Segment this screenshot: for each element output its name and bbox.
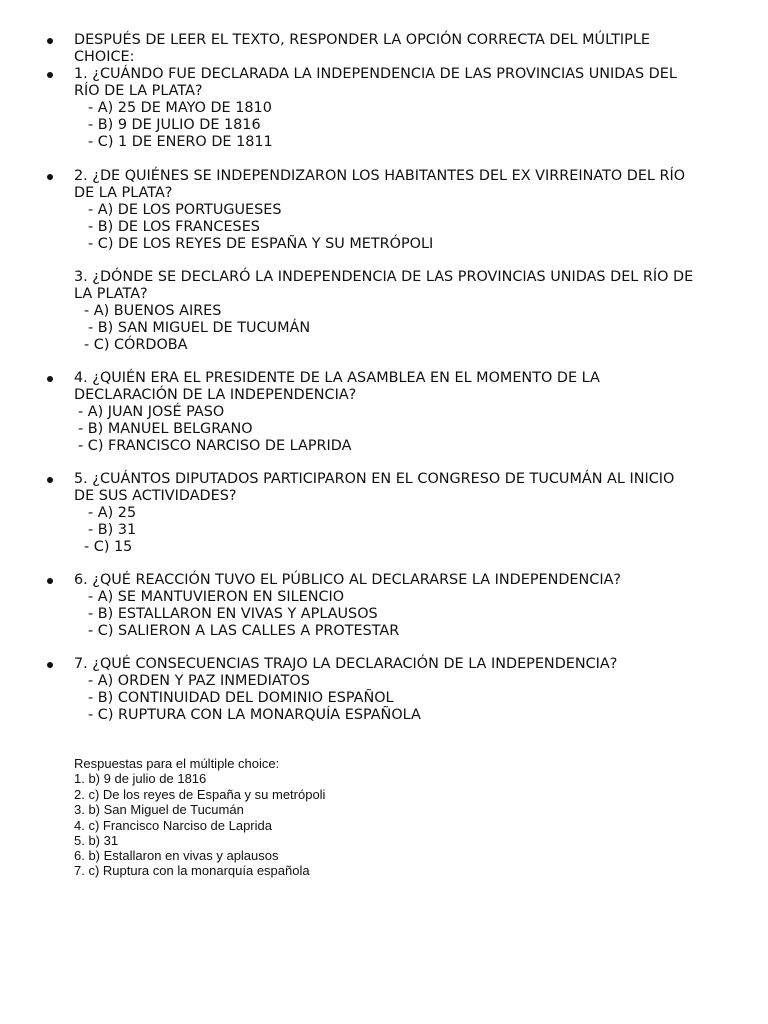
question-6-option-a: - A) SE MANTUVIERON EN SILENCIO: [88, 589, 345, 605]
question-5-text: 5. ¿CUÁNTOS DIPUTADOS PARTICIPARON EN EL CONGRESO DE TUCUMÁN AL INICIO: [74, 471, 675, 487]
question-5-text: DE SUS ACTIVIDADES?: [74, 488, 237, 504]
question-3-text: 3. ¿DÓNDE SE DECLARÓ LA INDEPENDENCIA DE LAS PROVINCIAS UNIDAS DEL RÍO DE: [74, 269, 694, 285]
question-2-option-b: - B) DE LOS FRANCESES: [88, 219, 260, 235]
question-6-text: 6. ¿QUÉ REACCIÓN TUVO EL PÚBLICO AL DECLARARSE LA INDEPENDENCIA?: [74, 572, 622, 588]
answer-item: 1. b) 9 de julio de 1816: [74, 771, 207, 786]
question-1-option-b: - B) 9 DE JULIO DE 1816: [88, 117, 261, 133]
question-3-option-a: - A) BUENOS AIRES: [84, 303, 222, 319]
bullet-icon: [47, 578, 53, 584]
intro-line: DESPUÉS DE LEER EL TEXTO, RESPONDER LA OPCIÓN CORRECTA DEL MÚLTIPLE: [74, 32, 650, 48]
question-2-option-a: - A) DE LOS PORTUGUESES: [88, 202, 282, 218]
question-4-text: DECLARACIÓN DE LA INDEPENDENCIA?: [74, 387, 357, 403]
question-3-text: LA PLATA?: [74, 286, 148, 302]
question-5-option-a: - A) 25: [88, 505, 137, 521]
answer-item: 2. c) De los reyes de España y su metrópoli: [74, 787, 326, 802]
question-4-option-b: - B) MANUEL BELGRANO: [78, 421, 253, 437]
answer-item: 3. b) San Miguel de Tucumán: [74, 802, 244, 817]
answer-item: 5. b) 31: [74, 833, 119, 848]
question-6-option-c: - C) SALIERON A LAS CALLES A PROTESTAR: [88, 623, 400, 639]
question-4-option-a: - A) JUAN JOSÉ PASO: [78, 404, 225, 420]
question-4-text: 4. ¿QUIÉN ERA EL PRESIDENTE DE LA ASAMBLEA EN EL MOMENTO DE LA: [74, 370, 600, 386]
answer-item: 4. c) Francisco Narciso de Laprida: [74, 818, 272, 833]
question-1-option-a: - A) 25 DE MAYO DE 1810: [88, 100, 272, 116]
answer-item: 7. c) Ruptura con la monarquía española: [74, 863, 310, 878]
question-5-option-c: - C) 15: [84, 539, 133, 555]
bullet-icon: [47, 662, 53, 668]
question-2-text: DE LA PLATA?: [74, 185, 173, 201]
intro-line: CHOICE:: [74, 49, 135, 65]
question-7-option-a: - A) ORDEN Y PAZ INMEDIATOS: [88, 673, 310, 689]
answer-key-title: Respuestas para el múltiple choice:: [74, 756, 280, 771]
bullet-icon: [47, 174, 53, 180]
question-2-text: 2. ¿DE QUIÉNES SE INDEPENDIZARON LOS HABITANTES DEL EX VIRREINATO DEL RÍO: [74, 168, 686, 184]
question-6-option-b: - B) ESTALLARON EN VIVAS Y APLAUSOS: [88, 606, 378, 622]
question-1-text: RÍO DE LA PLATA?: [74, 83, 203, 99]
question-7-text: 7. ¿QUÉ CONSECUENCIAS TRAJO LA DECLARACIÓN DE LA INDEPENDENCIA?: [74, 656, 618, 672]
question-1-text: 1. ¿CUÁNDO FUE DECLARADA LA INDEPENDENCIA DE LAS PROVINCIAS UNIDAS DEL: [74, 66, 677, 82]
question-3-option-c: - C) CÓRDOBA: [84, 337, 188, 353]
bullet-icon: [47, 38, 53, 44]
question-7-option-c: - C) RUPTURA CON LA MONARQUÍA ESPAÑOLA: [88, 707, 421, 723]
question-3-option-b: - B) SAN MIGUEL DE TUCUMÁN: [88, 320, 311, 336]
bullet-icon: [47, 72, 53, 78]
question-5-option-b: - B) 31: [88, 522, 137, 538]
answer-item: 6. b) Estallaron en vivas y aplausos: [74, 848, 279, 863]
bullet-icon: [47, 477, 53, 483]
question-7-option-b: - B) CONTINUIDAD DEL DOMINIO ESPAÑOL: [88, 690, 394, 706]
question-4-option-c: - C) FRANCISCO NARCISO DE LAPRIDA: [78, 438, 352, 454]
question-2-option-c: - C) DE LOS REYES DE ESPAÑA Y SU METRÓPOLI: [88, 236, 434, 252]
bullet-icon: [47, 376, 53, 382]
question-1-option-c: - C) 1 DE ENERO DE 1811: [88, 134, 273, 150]
